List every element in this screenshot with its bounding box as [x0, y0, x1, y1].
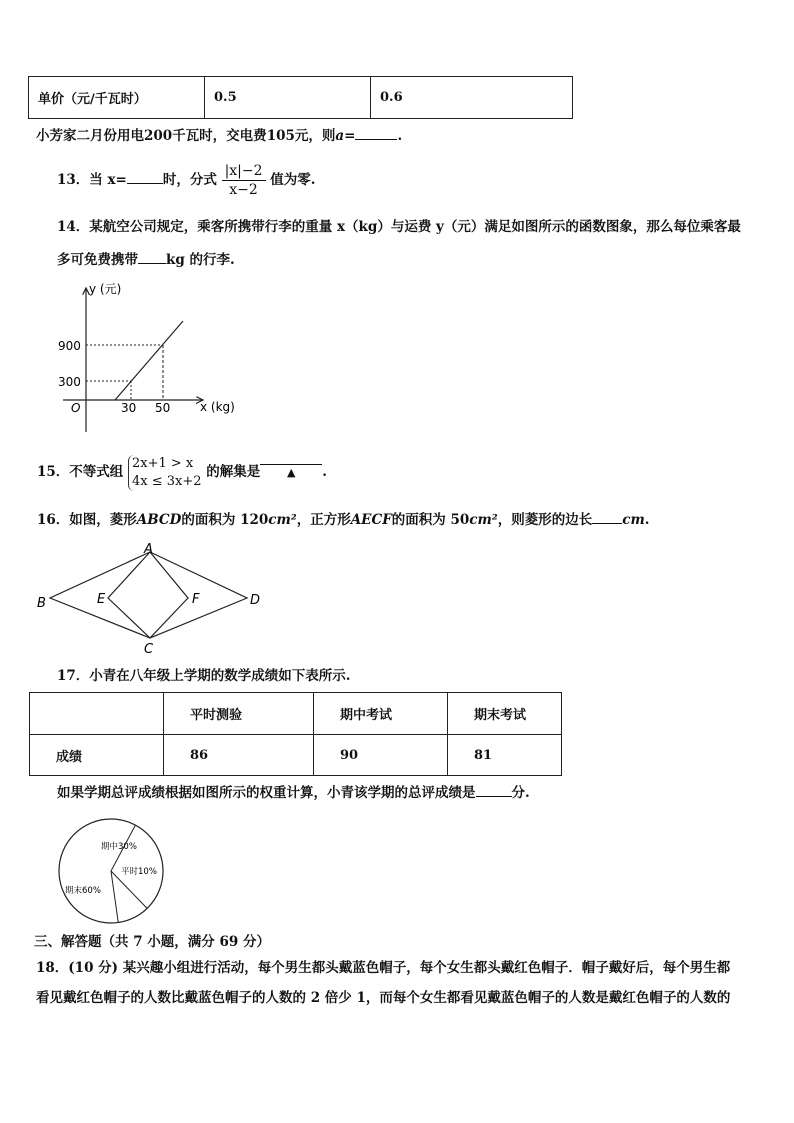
- y-tick-300: 300: [58, 375, 81, 389]
- answer-blank-q15[interactable]: [260, 450, 322, 479]
- y-axis-label: y (元): [89, 282, 122, 296]
- q14-line1: 14．某航空公司规定，乘客所携带行李的重量 x（kg）与运费 y（元）满足如图所示的函数图象，那么每位乘客最: [57, 219, 741, 235]
- origin-label: O: [71, 401, 81, 415]
- x-axis-label: x (kg): [200, 400, 235, 414]
- answer-blank-q12[interactable]: [355, 125, 397, 140]
- vertex-f: F: [192, 592, 200, 607]
- rhombus-figure: [30, 540, 270, 655]
- fee-line: [115, 321, 183, 400]
- vertex-a: A: [144, 542, 153, 557]
- inequality-system: 2x+1 > x 4x ≤ 3x+2: [128, 455, 202, 491]
- score-header-quiz: 平时测验: [164, 693, 314, 735]
- vertex-e: E: [97, 592, 106, 607]
- price-cell-2: 0.6: [371, 77, 573, 119]
- pie-label-midterm: 期中30%: [101, 842, 137, 852]
- answer-blank-q17[interactable]: [476, 782, 512, 797]
- answer-blank-q14[interactable]: [138, 249, 166, 264]
- pie-label-quiz: 平时10%: [121, 867, 157, 877]
- triangle-icon: ▲: [287, 466, 296, 479]
- q15: 15．不等式组 2x+1 > x 4x ≤ 3x+2 的解集是 ▲ .: [37, 450, 327, 494]
- pie-label-final: 期末60%: [65, 886, 101, 896]
- q12-tail: 小芳家二月份用电200千瓦时，交电费105元，则a= .: [36, 125, 402, 146]
- score-header-midterm: 期中考试: [314, 693, 448, 735]
- q13: 13．当 x= 时，分式 $\frac{|x|-2}{x-2}$ 值为零.: [57, 163, 316, 198]
- score-table: [29, 692, 562, 776]
- vertex-c: C: [144, 642, 154, 655]
- weight-pie-chart: [55, 818, 170, 926]
- y-tick-900: 900: [58, 339, 81, 353]
- q18-line1: 18．(10 分) 某兴趣小组进行活动，每个男生都头戴蓝色帽子，每个女生都头戴红色帽子．帽子戴好后，每个男生都: [36, 960, 731, 976]
- vertex-b: B: [37, 596, 46, 611]
- score-row-label: 成绩: [30, 735, 164, 776]
- answer-blank-q13[interactable]: [127, 169, 163, 184]
- q17-after: 如果学期总评成绩根据如图所示的权重计算，小青该学期的总评成绩是 分.: [57, 782, 530, 803]
- answer-blank-q16[interactable]: [592, 509, 622, 524]
- vertex-d: D: [250, 593, 261, 608]
- q14-line2: 多可免费携带 kg 的行李.: [57, 249, 235, 270]
- price-label-cell: 单价（元/千瓦时）: [29, 77, 205, 119]
- rhombus-abcd: [50, 552, 247, 638]
- score-header-final: 期末考试: [448, 693, 562, 735]
- fraction-q13: $\frac{|x|-2}{x-2}$: [222, 162, 266, 199]
- pie-divider: [111, 871, 118, 922]
- q18-line2: 看见戴红色帽子的人数比戴蓝色帽子的人数的 2 倍少 1，而每个女生都看见戴蓝色帽子的人数是戴红色帽子的人数的: [36, 990, 731, 1006]
- q17-intro: 17．小青在八年级上学期的数学成绩如下表所示.: [57, 668, 351, 684]
- baggage-fee-graph: [55, 280, 235, 435]
- price-table: [28, 76, 573, 119]
- section-3-title: 三、解答题（共 7 小题，满分 69 分）: [34, 934, 270, 950]
- score-quiz: 86: [164, 735, 314, 776]
- x-tick-50: 50: [155, 401, 171, 415]
- score-final: 81: [448, 735, 562, 776]
- x-tick-30: 30: [121, 401, 137, 415]
- score-header-empty: [30, 693, 164, 735]
- score-midterm: 90: [314, 735, 448, 776]
- price-cell-1: 0.5: [205, 77, 371, 119]
- q16: 16．如图，菱形ABCD的面积为 120cm²，正方形AECF的面积为 50cm²，则菱形的边长 cm.: [37, 509, 649, 530]
